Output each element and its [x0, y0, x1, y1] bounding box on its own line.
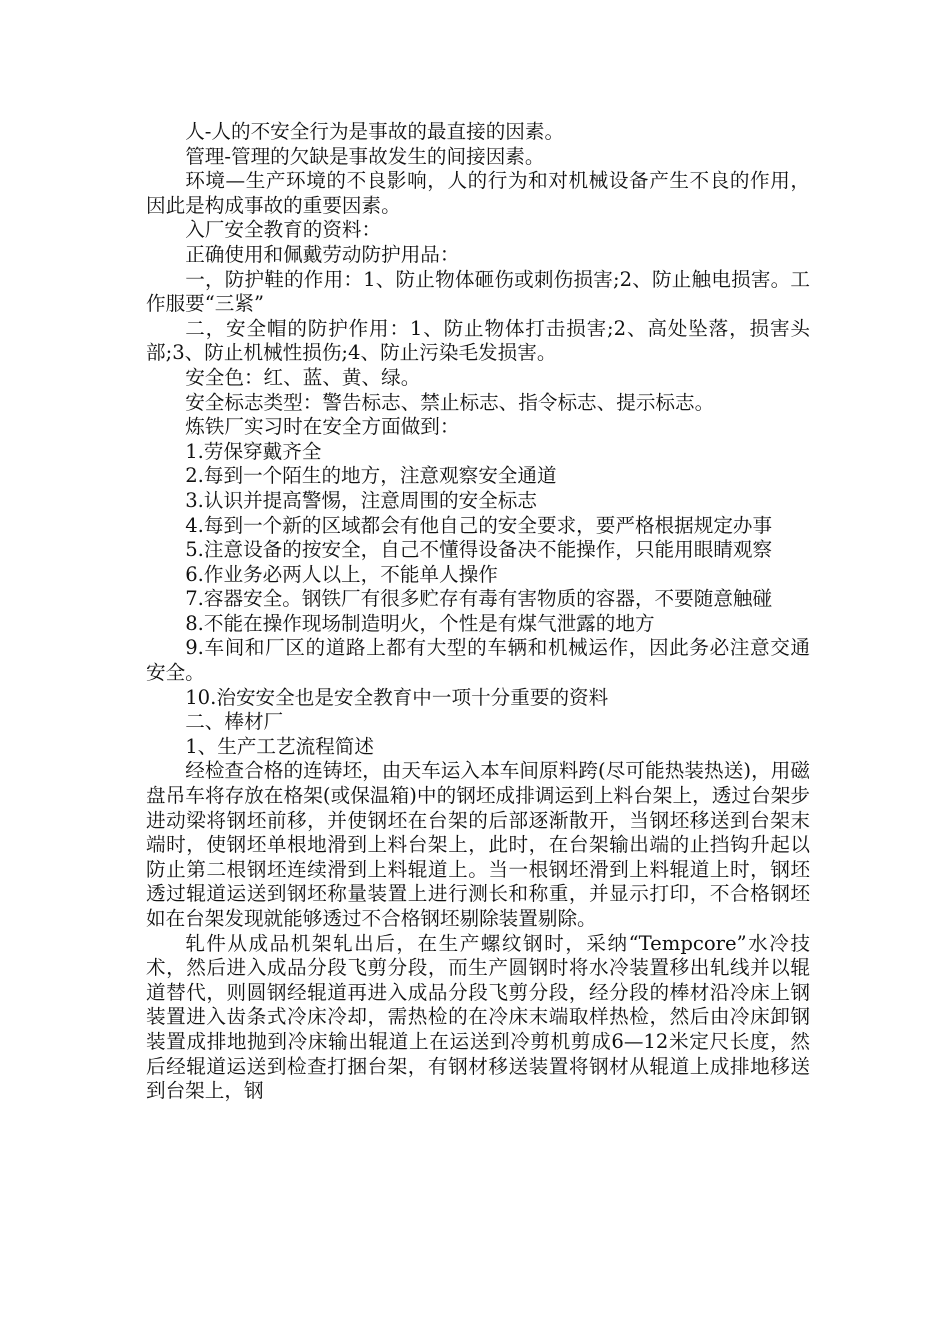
list-item: 4.每到一个新的区域都会有他自己的安全要求，要严格根据规定办事 — [185, 513, 773, 537]
paragraph: 一，防护鞋的作用：1、防止物体砸伤或刺伤损害;2、防止触电损害。工作服要“三紧” — [146, 267, 810, 316]
paragraph: 人-人的不安全行为是事故的最直接的因素。 — [185, 120, 565, 143]
paragraph: 炼铁厂实习时在安全方面做到： — [185, 415, 460, 439]
list-item: 8.不能在操作现场制造明火，个性是有煤气泄露的地方 — [185, 611, 655, 635]
paragraph: 经检查合格的连铸坯，由天车运入本车间原料跨(尽可能热装热送)，用磁盘吊车将存放在格架(或保温箱)中的钢坯成排调运到上料台架上，透过台架步进动梁将钢坯前移，并使钢坯在台架的后部逐渐散开，当钢坯移送到台架末端时，使钢坯单根地滑到上料台架上，此时，在台架输出端的止挡钩升起以防止第二根钢坯连续滑到上料辊道上。当一根钢坯滑到上料辊道上时，钢坯透过辊道运送到钢坯称量装置上进行测长和称重，并显示打印，不合格钢坯如在台架发现就能够透过不合格钢坯剔除装置剔除。 — [146, 759, 810, 930]
paragraph: 入厂安全教育的资料： — [185, 218, 382, 242]
paragraph: 安全标志类型：警告标志、禁止标志、指令标志、提示标志。 — [185, 390, 715, 414]
list-item: 3.认识并提高警惕，注意周围的安全标志 — [185, 488, 537, 512]
paragraph: 安全色：红、蓝、黄、绿。 — [185, 365, 421, 389]
list-item: 6.作业务必两人以上，不能单人操作 — [185, 562, 498, 586]
document-page — [146, 120, 810, 1104]
list-item: 5.注意设备的按安全，自己不懂得设备决不能操作，只能用眼睛观察 — [185, 538, 773, 562]
paragraph: 轧件从成品机架轧出后，在生产螺纹钢时，采纳“Tempcore”水冷技术，然后进入成品分段飞剪分段，而生产圆钢时将水冷装置移出轧线并以辊道替代，则圆钢经辊道再进入成品分段飞剪分段，经分段的棒材沿冷床上钢装置进入齿条式冷床冷却，需热检的在冷床末端取样热检，然后由冷床卸钢装置成排地抛到冷床输出辊道上在运送到冷剪机剪成6—12米定尺长度，然后经辊道运送到检查打捆台架，有钢材移送装置将钢材从辊道上成排地移送到台架上，钢 — [146, 931, 810, 1103]
list-item: 9.车间和厂区的道路上都有大型的车辆和机械运作，因此务必注意交通安全。 — [146, 636, 810, 685]
section-heading: 二、棒材厂 — [185, 710, 284, 734]
subsection-heading: 1、生产工艺流程简述 — [185, 734, 374, 758]
paragraph: 正确使用和佩戴劳动防护用品： — [185, 242, 460, 266]
list-item: 2.每到一个陌生的地方，注意观察安全通道 — [185, 464, 557, 488]
list-item: 1.劳保穿戴齐全 — [185, 439, 322, 463]
paragraph: 环境—生产环境的不良影响，人的行为和对机械设备产生不良的作用，因此是构成事故的重要因素。 — [146, 169, 810, 217]
list-item: 10.治安安全也是安全教育中一项十分重要的资料 — [185, 685, 609, 709]
list-item: 7.容器安全。钢铁厂有很多贮存有毒有害物质的容器，不要随意触碰 — [185, 587, 773, 611]
paragraph: 管理-管理的欠缺是事故发生的间接因素。 — [185, 144, 545, 168]
paragraph: 二，安全帽的防护作用：1、防止物体打击损害;2、高处坠落，损害头部;3、防止机械性损伤;4、防止污染毛发损害。 — [146, 316, 810, 365]
